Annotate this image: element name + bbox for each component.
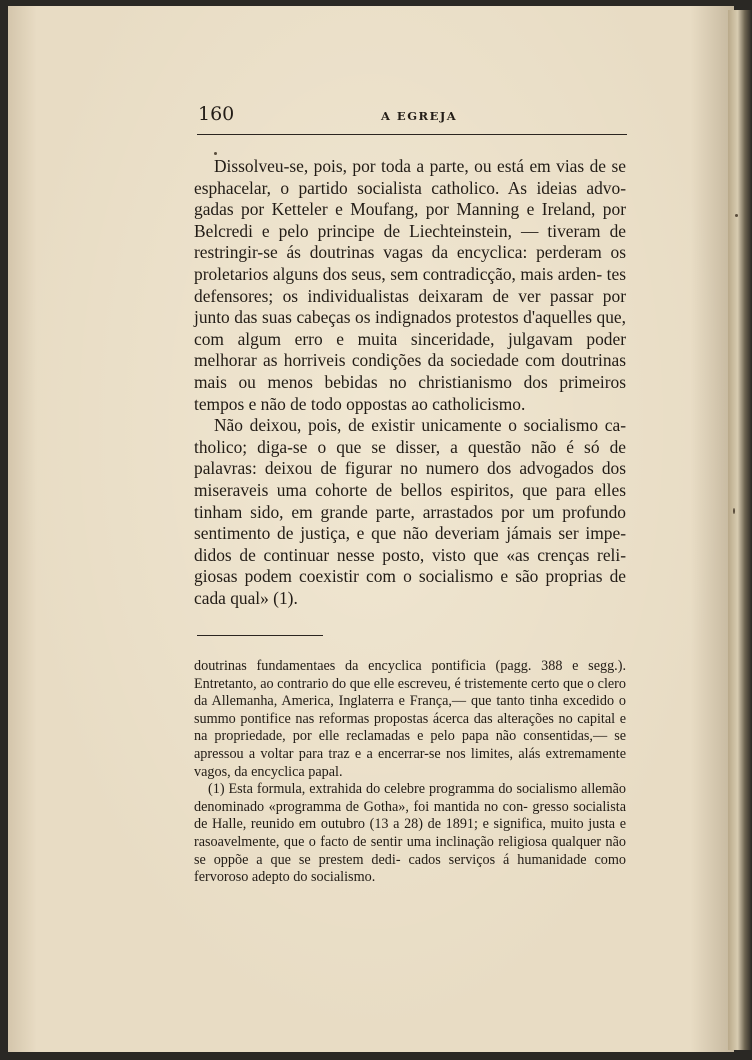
text-line: mais ou menos bebidas no christianismo dos primeiros	[194, 371, 626, 392]
text-line: Dissolveu-se, pois, por toda a parte, ou está em vias de	[214, 156, 607, 176]
text-line: alterações no capital e na propriedade, por elle reclamadas e pelo	[194, 710, 626, 745]
text-line: cados serviços á humanidade como fervoroso adepto do socialismo.	[194, 851, 627, 886]
ink-speck	[214, 152, 217, 155]
text-line: cada qual» (1).	[194, 587, 298, 608]
text-line: palavras: deixou de figurar no numero dos advogados dos	[194, 458, 626, 479]
text-line: giosas podem coexistir com o socialismo e são proprias de	[194, 566, 626, 587]
page-number: 160	[198, 103, 235, 125]
text-line: se esphacelar, o partido socialista catholico. As ideias advo-	[194, 156, 626, 198]
text-line: que o clero da Allemanha, America, Inglaterra e França,— que tanto	[194, 675, 627, 710]
text-line: doutrinas fundamentaes da encyclica pontificia (pagg. 388 e segg.).	[194, 658, 626, 674]
text-line: por junto das suas cabeças os indignados protestos d'aquelles	[194, 285, 626, 328]
text-line: restringir-se ás doutrinas vagas da encyclica: perderam os	[194, 242, 626, 263]
ink-speck	[733, 508, 735, 514]
text-line: tholico; diga-se o que se disser, a questão não é só de	[194, 436, 626, 457]
text-line: tinham sido, em grande parte, arrastados por um profundo	[194, 501, 626, 522]
text-line: miseraveis uma cohorte de bellos espiritos, que para elles	[194, 479, 626, 500]
text-line: e significa, muito justa e rasoavelmente, que o facto de sentir uma	[194, 816, 627, 850]
text-line: proletarios alguns dos seus, sem contradicção, mais arden-	[194, 263, 603, 284]
footnotes	[194, 658, 626, 887]
paragraph	[194, 781, 626, 887]
page-header	[197, 100, 627, 135]
text-line: gresso socialista de Halle, reunido em outubro (13 a 28) de 1891;	[194, 798, 626, 833]
text-line: Não deixou, pois, de existir unicamente o socialismo ca-	[214, 415, 626, 436]
text-line: inclinação religiosa qualquer não se oppõe a que se prestem dedi-	[194, 833, 627, 868]
text-line: allemão denominado «programma de Gotha», foi mantida no con-	[194, 781, 626, 815]
text-line: didos de continuar nesse posto, visto que «as crenças reli-	[194, 544, 626, 565]
text-line: (1) Esta formula, extrahida do celebre programma do socialismo	[208, 781, 578, 798]
paragraph	[194, 156, 626, 415]
text-line: Belcredi e pelo principe de Liechteinstein, — tiveram de	[194, 220, 626, 241]
page-edge-shadow	[728, 10, 752, 1050]
text-line: gadas por Ketteler e Moufang, por Manning e Ireland, por	[194, 199, 626, 220]
text-line: tes defensores; os individualistas deixaram de ver passar	[194, 263, 626, 306]
ink-speck	[735, 214, 738, 217]
paragraph	[194, 658, 626, 781]
text-line: tempos e não de todo oppostas ao catholicismo.	[194, 393, 526, 414]
text-line: melhorar as horriveis condições da sociedade com doutrinas	[194, 350, 626, 371]
text-line: Entretanto, ao contrario do que elle escreveu, é tristemente certo	[194, 675, 560, 692]
text-line: papa não consentidas,— se apressou a voltar para traz e a encerrar-se	[194, 728, 627, 762]
text-line: nos limites, alás extremamente vagos, da encyclica papal.	[194, 745, 627, 780]
text-line: sentimento de justiça, e que não deveriam jámais ser impe-	[194, 523, 626, 544]
text-line: que, com algum erro e muita sinceridade, julgavam poder	[194, 307, 626, 349]
footnote-separator	[197, 635, 323, 636]
text-line: tinha excedido o summo pontifice nas reformas propostas ácerca das	[194, 693, 627, 727]
running-head: A EGREJA	[381, 109, 458, 123]
paragraph	[194, 415, 626, 609]
main-text	[194, 156, 626, 609]
